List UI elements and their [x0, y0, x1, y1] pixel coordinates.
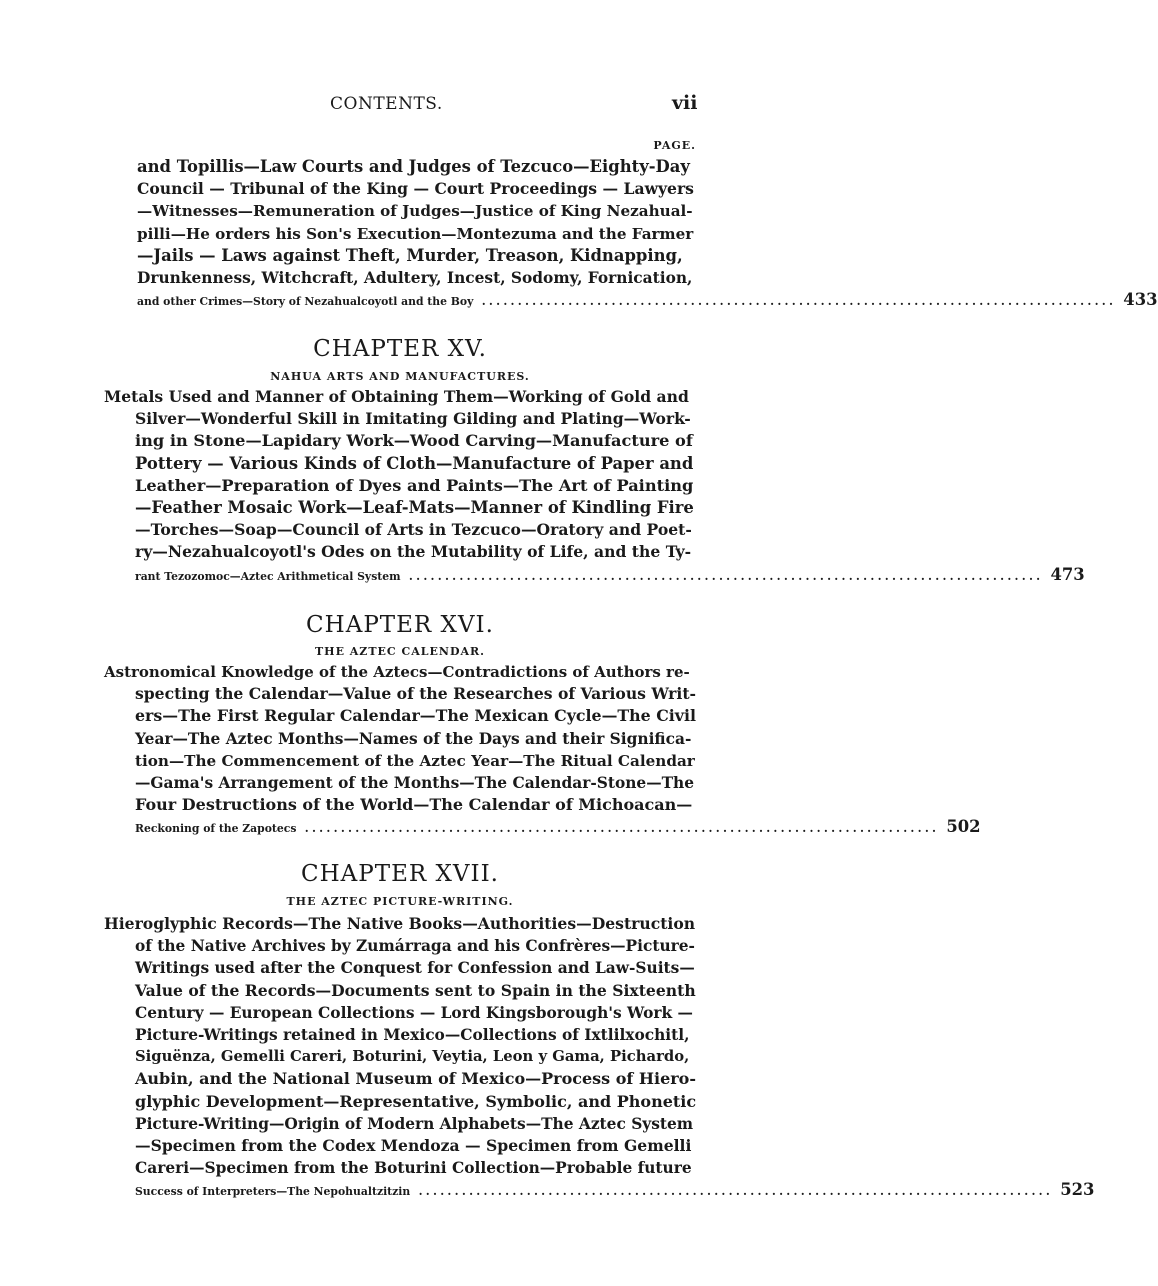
contents-line-with-page: [104, 564, 1085, 588]
contents-line: Hieroglyphic Records—The Native Books—Authorities—Destruction: [104, 914, 696, 933]
chapter-subtitle: THE AZTEC PICTURE-WRITING.: [286, 895, 514, 908]
contents-line-with-page: [104, 1179, 1095, 1203]
contents-line: Silver—Wonderful Skill in Imitating Gilding and Plating—Work-: [135, 409, 691, 429]
contents-line: Astronomical Knowledge of the Aztecs—Contradictions of Authors re-: [104, 663, 690, 681]
chapter-title: CHAPTER XV.: [313, 336, 487, 362]
contents-line: Metals Used and Manner of Obtaining Them—Working of Gold and: [104, 387, 689, 406]
dot-leader: ........................................................................................: [408, 564, 1043, 584]
page-ref: 473: [1050, 564, 1085, 584]
chapter-title: CHAPTER XVII.: [301, 861, 499, 887]
dot-leader: ........................................................................................: [417, 1180, 1053, 1200]
dot-leader: ........................................................................................: [304, 817, 939, 837]
dot-leader: ........................................................................................: [481, 290, 1116, 310]
contents-line: Four Destructions of the World—The Calendar of Michoacan—: [135, 795, 693, 815]
contents-line: glyphic Development—Representative, Symbolic, and Phonetic: [135, 1091, 697, 1111]
contents-line: pilli—He orders his Son's Execution—Montezuma and the Farmer: [137, 224, 694, 243]
contents-line: —Witnesses—Remuneration of Judges—Justice of King Nezahual-: [137, 202, 693, 221]
running-head: [0, 94, 800, 118]
chapter-title: CHAPTER XVI.: [306, 612, 494, 638]
contents-line-text: and other Crimes—Story of Nezahualcoyotl and the Boy: [137, 295, 474, 309]
contents-line: Leather—Preparation of Dyes and Paints—The Art of Painting: [135, 475, 694, 495]
chapter-xv-summary: [104, 386, 1085, 588]
contents-line-with-page: [137, 289, 1158, 313]
contents-line: —Gama's Arrangement of the Months—The Calendar-Stone—The: [135, 774, 695, 793]
contents-line: Drunkenness, Witchcraft, Adultery, Incest, Sodomy, Fornication,: [137, 269, 693, 288]
contents-line: ry—Nezahualcoyotl's Odes on the Mutability of Life, and the Ty-: [135, 542, 692, 562]
chapter-xvii-summary: [104, 913, 1095, 1204]
contents-line: Picture-Writing—Origin of Modern Alphabets—The Aztec System: [135, 1114, 694, 1133]
contents-line-text: rant Tezozomoc—Aztec Arithmetical System: [135, 569, 401, 583]
page-ref: 502: [946, 817, 981, 837]
contents-line: ing in Stone—Lapidary Work—Wood Carving—Manufacture of: [135, 431, 693, 451]
contents-line: Siguënza, Gemelli Careri, Boturini, Veytia, Leon y Gama, Pichardo,: [135, 1048, 690, 1066]
contents-line: —Jails — Laws against Theft, Murder, Treason, Kidnapping,: [137, 245, 683, 265]
contents-line: Value of the Records—Documents sent to Spain in the Sixteenth: [135, 980, 696, 1000]
contents-line: Writings used after the Conquest for Confession and Law-Suits—: [135, 959, 695, 978]
contents-line-text: Success of Interpreters—The Nepohualtzitzin: [135, 1185, 411, 1199]
contents-line: Pottery — Various Kinds of Cloth—Manufacture of Paper and: [135, 453, 694, 473]
contents-line: Careri—Specimen from the Boturini Collection—Probable future: [135, 1159, 692, 1178]
contents-line-text: Reckoning of the Zapotecs: [135, 822, 297, 836]
contents-line: ers—The First Regular Calendar—The Mexican Cycle—The Civil: [135, 706, 696, 726]
contents-line: Aubin, and the National Museum of Mexico—Process of Hiero-: [135, 1069, 696, 1089]
contents-line: specting the Calendar—Value of the Researches of Various Writ-: [135, 684, 696, 704]
chapter-xvi-summary: [104, 661, 981, 841]
contents-line: Century — European Collections — Lord Kingsborough's Work —: [135, 1003, 693, 1022]
chapter-subtitle: NAHUA ARTS AND MANUFACTURES.: [270, 370, 530, 383]
contents-line: —Specimen from the Codex Mendoza — Specimen from Gemelli: [135, 1136, 692, 1156]
contents-line: and Topillis—Law Courts and Judges of Tezcuco—Eighty-Day: [137, 157, 690, 176]
contents-line: tion—The Commencement of the Aztec Year—The Ritual Calendar: [135, 751, 695, 770]
contents-line: Council — Tribunal of the King — Court Proceedings — Lawyers: [137, 179, 694, 199]
contents-line: Picture-Writings retained in Mexico—Collections of Ixtlilxochitl,: [135, 1026, 690, 1045]
page-ref: 523: [1060, 1180, 1095, 1200]
contents-line-with-page: [104, 816, 981, 840]
chapter-subtitle: THE AZTEC CALENDAR.: [314, 645, 486, 658]
running-title: CONTENTS.: [330, 94, 443, 114]
chapter-xiv-continuation: [137, 156, 1158, 313]
contents-line: of the Native Archives by Zumárraga and his Confrères—Picture-: [135, 937, 695, 956]
contents-line: Year—The Aztec Months—Names of the Days and their Significa-: [135, 729, 692, 748]
page-column-label: PAGE.: [653, 139, 696, 152]
contents-line: —Feather Mosaic Work—Leaf-Mats—Manner of Kindling Fire: [135, 498, 694, 518]
page-ref: 433: [1123, 290, 1158, 310]
page-number: vii: [672, 92, 698, 114]
contents-line: —Torches—Soap—Council of Arts in Tezcuco—Oratory and Poet-: [135, 520, 692, 540]
